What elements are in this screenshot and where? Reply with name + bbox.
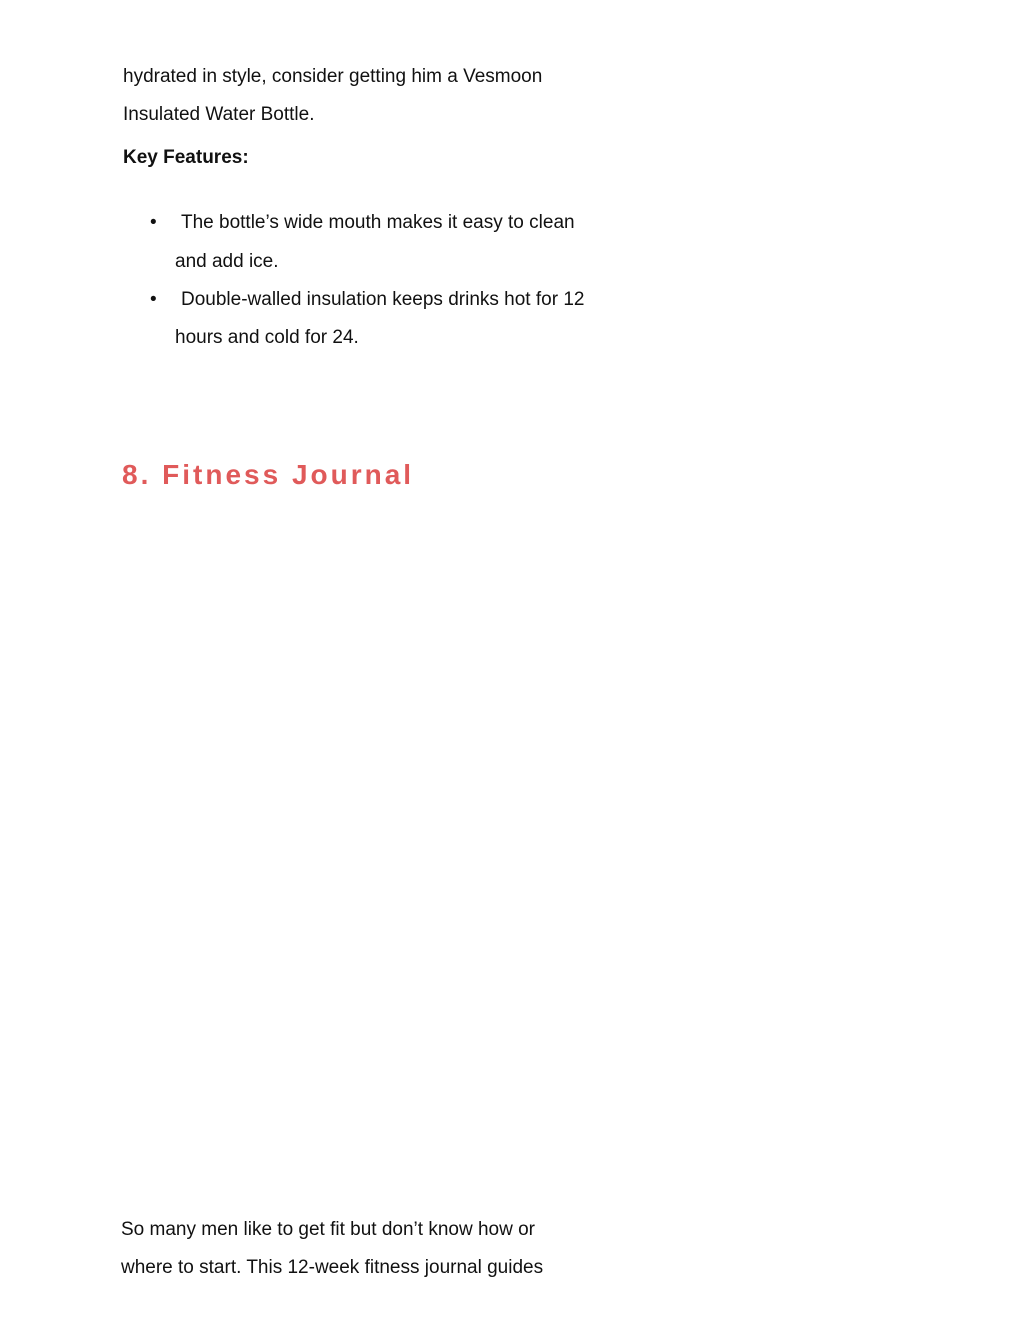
- list-item-text: hours and cold for 24.: [175, 327, 359, 348]
- bullet-icon: •: [150, 212, 157, 233]
- paragraph-line: So many men like to get fit but don’t know how or: [121, 1219, 535, 1240]
- list-item-text: The bottle’s wide mouth makes it easy to clean: [181, 212, 575, 233]
- bullet-icon: •: [150, 289, 157, 310]
- section-heading: 8. Fitness Journal: [122, 459, 415, 490]
- list-item-text: Double-walled insulation keeps drinks hot for 12: [181, 289, 585, 310]
- key-features-label: Key Features:: [123, 147, 249, 168]
- paragraph-line: where to start. This 12-week fitness journal guides: [121, 1257, 544, 1278]
- list-item-text: and add ice.: [175, 251, 279, 272]
- paragraph-line: Insulated Water Bottle.: [123, 104, 315, 125]
- paragraph-line: hydrated in style, consider getting him a Vesmoon: [123, 66, 543, 87]
